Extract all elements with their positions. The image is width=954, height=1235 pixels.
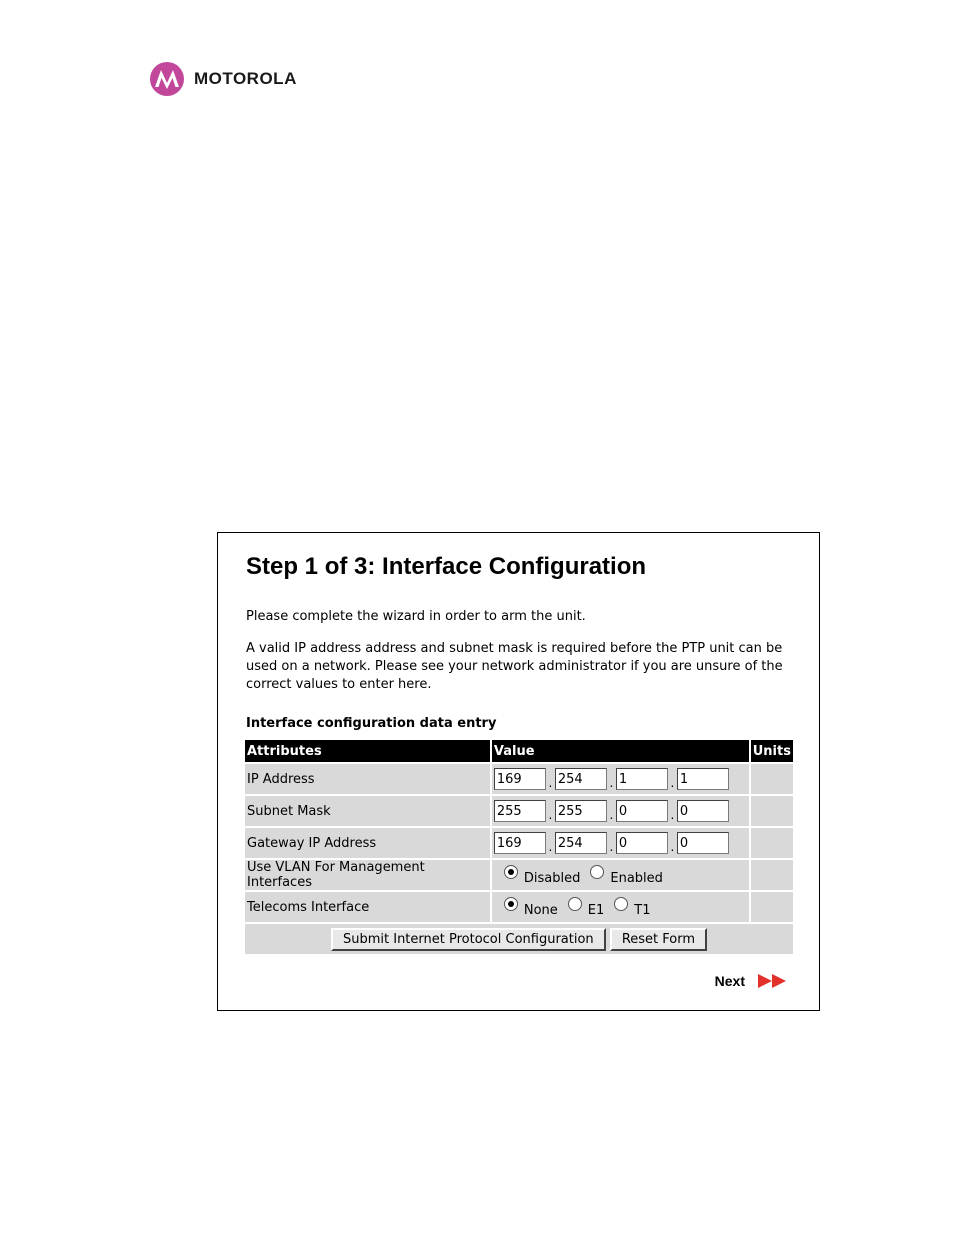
gateway-octet-4[interactable] — [677, 832, 729, 854]
submit-button[interactable]: Submit Internet Protocol Configuration — [331, 928, 606, 951]
telecoms-value — [492, 892, 749, 922]
telecoms-e1-label: E1 — [587, 902, 605, 918]
interface-config-table — [243, 738, 795, 956]
subnet-mask-value — [492, 796, 749, 826]
octet-separator: . — [670, 808, 675, 822]
motorola-batwing-logo-icon — [150, 62, 184, 96]
octet-separator: . — [548, 808, 553, 822]
header-attributes: Attributes — [245, 740, 490, 762]
ip-address-units — [751, 764, 793, 794]
telecoms-t1-label: T1 — [634, 902, 651, 918]
vlan-label: Use VLAN For Management Interfaces — [245, 860, 490, 890]
subnet-mask-octet-3[interactable] — [616, 800, 668, 822]
button-cell — [245, 924, 793, 954]
vlan-disabled-label: Disabled — [523, 870, 581, 886]
next-link[interactable] — [715, 973, 789, 989]
gateway-octet-3[interactable] — [616, 832, 668, 854]
table-row-gateway — [245, 828, 793, 858]
subnet-mask-units — [751, 796, 793, 826]
gateway-octet-2[interactable] — [555, 832, 607, 854]
page-title: Step 1 of 3: Interface Configuration — [246, 553, 647, 580]
description-text: A valid IP address address and subnet mask is required before the PTP unit can be used on a network. Please see your network administrator if you are unsure of the correct values to enter here. — [246, 641, 783, 692]
intro-text: Please complete the wizard in order to arm the unit. — [246, 609, 586, 624]
brand-name: MOTOROLA — [194, 69, 297, 88]
octet-separator: . — [670, 776, 675, 790]
octet-separator: . — [609, 840, 614, 854]
ip-address-octet-4[interactable] — [677, 768, 729, 790]
table-row-telecoms — [245, 892, 793, 922]
octet-separator: . — [670, 840, 675, 854]
section-heading: Interface configuration data entry — [246, 716, 497, 731]
vlan-disabled-radio[interactable] — [504, 865, 518, 879]
gateway-label: Gateway IP Address — [245, 828, 490, 858]
table-row-vlan — [245, 860, 793, 890]
table-row-ip-address — [245, 764, 793, 794]
telecoms-none-label: None — [523, 902, 558, 918]
ip-address-octet-3[interactable] — [616, 768, 668, 790]
double-arrow-right-icon — [757, 973, 789, 989]
octet-separator: . — [548, 840, 553, 854]
subnet-mask-octet-2[interactable] — [555, 800, 607, 822]
telecoms-e1-radio[interactable] — [568, 897, 582, 911]
gateway-units — [751, 828, 793, 858]
subnet-mask-octet-1[interactable] — [494, 800, 546, 822]
telecoms-units — [751, 892, 793, 922]
reset-button[interactable]: Reset Form — [610, 928, 707, 951]
gateway-value — [492, 828, 749, 858]
button-row — [245, 924, 793, 954]
telecoms-none-radio[interactable] — [504, 897, 518, 911]
vlan-enabled-label: Enabled — [610, 870, 663, 886]
motorola-logo — [150, 62, 297, 96]
vlan-enabled-radio[interactable] — [590, 865, 604, 879]
telecoms-label: Telecoms Interface — [245, 892, 490, 922]
subnet-mask-octet-4[interactable] — [677, 800, 729, 822]
octet-separator: . — [609, 776, 614, 790]
octet-separator: . — [609, 808, 614, 822]
vlan-units — [751, 860, 793, 890]
wizard-panel — [217, 532, 820, 1011]
table-header-row — [245, 740, 793, 762]
header-units: Units — [751, 740, 793, 762]
telecoms-t1-radio[interactable] — [614, 897, 628, 911]
gateway-octet-1[interactable] — [494, 832, 546, 854]
subnet-mask-label: Subnet Mask — [245, 796, 490, 826]
next-label: Next — [714, 973, 745, 989]
ip-address-octet-2[interactable] — [555, 768, 607, 790]
header-value: Value — [492, 740, 749, 762]
ip-address-value — [492, 764, 749, 794]
ip-address-octet-1[interactable] — [494, 768, 546, 790]
ip-address-label: IP Address — [245, 764, 490, 794]
octet-separator: . — [548, 776, 553, 790]
table-row-subnet-mask — [245, 796, 793, 826]
vlan-value — [492, 860, 749, 890]
